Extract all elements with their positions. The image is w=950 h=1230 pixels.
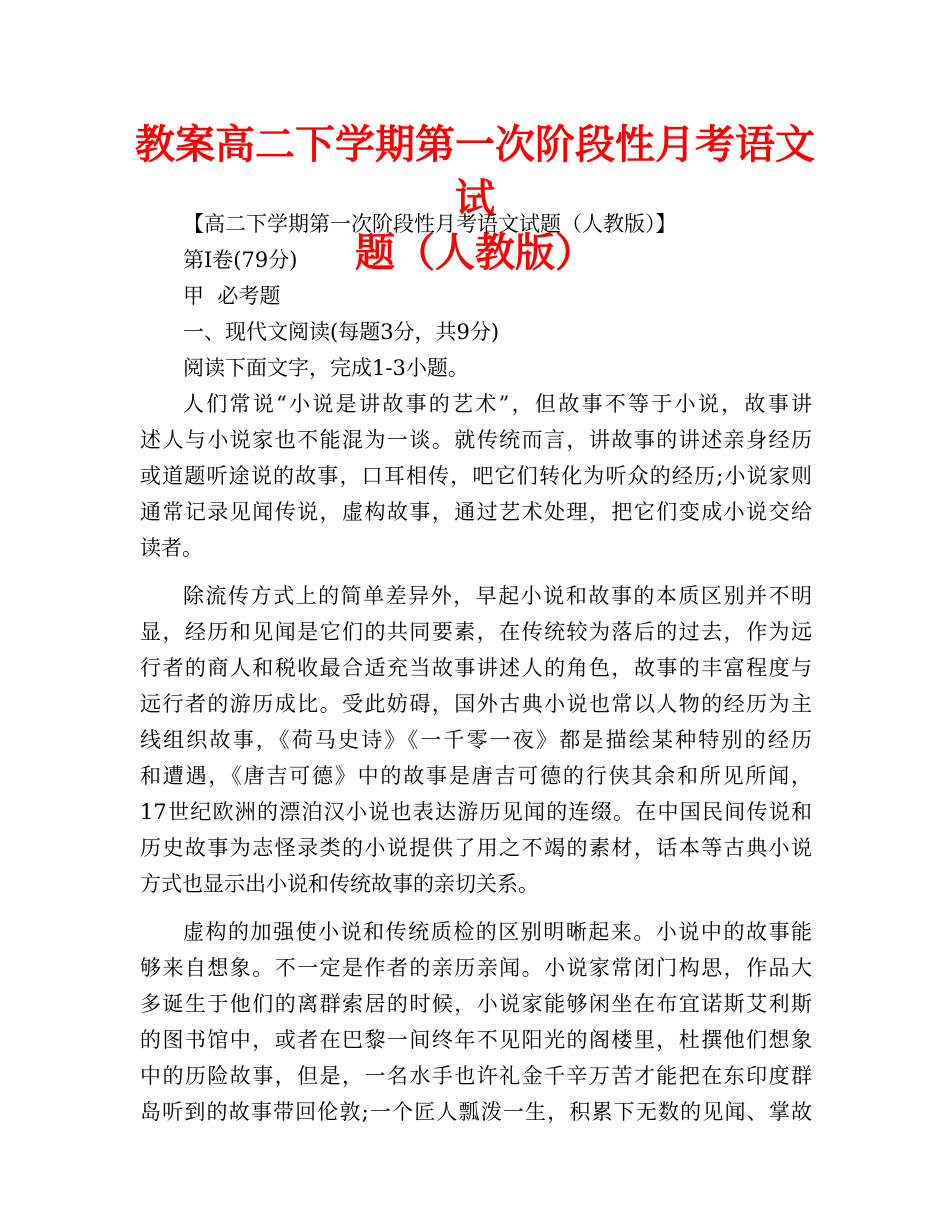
document-subtitle: 【高二下学期第一次阶段性月考语文试题（人教版）】 [183, 212, 677, 236]
paragraph-line: 的图书馆中，或者在巴黎一间终年不见阳光的阁楼里，杜撰他们想象 [140, 1028, 812, 1052]
document-title-line-1: 教案高二下学期第一次阶段性月考语文试 [135, 122, 815, 222]
section-a-heading: 甲 必考题 [183, 284, 281, 308]
document-title-line-2: 题（人教版） [355, 230, 595, 276]
paragraph-line: 线组织故事，《荷马史诗》《一千零一夜》都是描绘某种特别的经历 [140, 728, 812, 752]
paragraph-line: 方式也显示出小说和传统故事的亲切关系。 [140, 872, 539, 896]
volume-heading: 第Ⅰ卷(79分) [183, 248, 298, 272]
paragraph-line: 远行者的游历成比。受此妨碍，国外古典小说也常以人物的经历为主 [140, 692, 812, 716]
paragraph-2 [140, 578, 812, 902]
paragraph-line: 虚构的加强使小说和传统质检的区别明晰起来。小说中的故事能 [183, 920, 812, 944]
paragraph-line: 人们常说“小说是讲故事的艺术”，但故事不等于小说，故事讲 [183, 392, 812, 416]
paragraph-line: 读者。 [140, 536, 203, 560]
paragraph-line: 或道题听途说的故事，口耳相传，吧它们转化为听众的经历;小说家则 [140, 464, 812, 488]
paragraph-line: 和遭遇，《唐吉可德》中的故事是唐吉可德的行侠其余和所见所闻， [140, 764, 812, 788]
document-body [140, 206, 812, 1130]
paragraph-line: 岛听到的故事带回伦敦;一个匠人瓢泼一生，积累下无数的见闻、掌故 [140, 1100, 812, 1124]
paragraph-line: 够来自想象。不一定是作者的亲历亲闻。小说家常闭门构思，作品大 [140, 956, 812, 980]
paragraph-line: 述人与小说家也不能混为一谈。就传统而言，讲故事的讲述亲身经历 [140, 428, 812, 452]
reading-instruction: 阅读下面文字，完成1-3小题。 [183, 356, 469, 380]
section-1-heading: 一、现代文阅读(每题3分，共9分) [183, 320, 500, 344]
paragraph-line: 历史故事为志怪录类的小说提供了用之不竭的素材，话本等古典小说 [140, 836, 812, 860]
paragraph-line: 行者的商人和税收最合适充当故事讲述人的角色，故事的丰富程度与 [140, 656, 812, 680]
paragraph-line: 显，经历和见闻是它们的共同要素，在传统较为落后的过去，作为远 [140, 620, 812, 644]
paragraph-line: 中的历险故事，但是，一名水手也许礼金千辛万苦才能把在东印度群 [140, 1064, 812, 1088]
paragraph-line: 多诞生于他们的离群索居的时候，小说家能够闲坐在布宜诺斯艾利斯 [140, 992, 812, 1016]
paragraph-line: 17世纪欧洲的漂泊汉小说也表达游历见闻的连缀。在中国民间传说和 [140, 800, 812, 824]
paragraph-1 [140, 386, 812, 566]
paragraph-spacer [140, 566, 812, 578]
paragraph-3 [140, 914, 812, 1130]
paragraph-line: 除流传方式上的简单差异外，早起小说和故事的本质区别并不明 [183, 584, 812, 608]
paragraph-spacer [140, 902, 812, 914]
paragraph-line: 通常记录见闻传说，虚构故事，通过艺术处理，把它们变成小说交给 [140, 500, 812, 524]
